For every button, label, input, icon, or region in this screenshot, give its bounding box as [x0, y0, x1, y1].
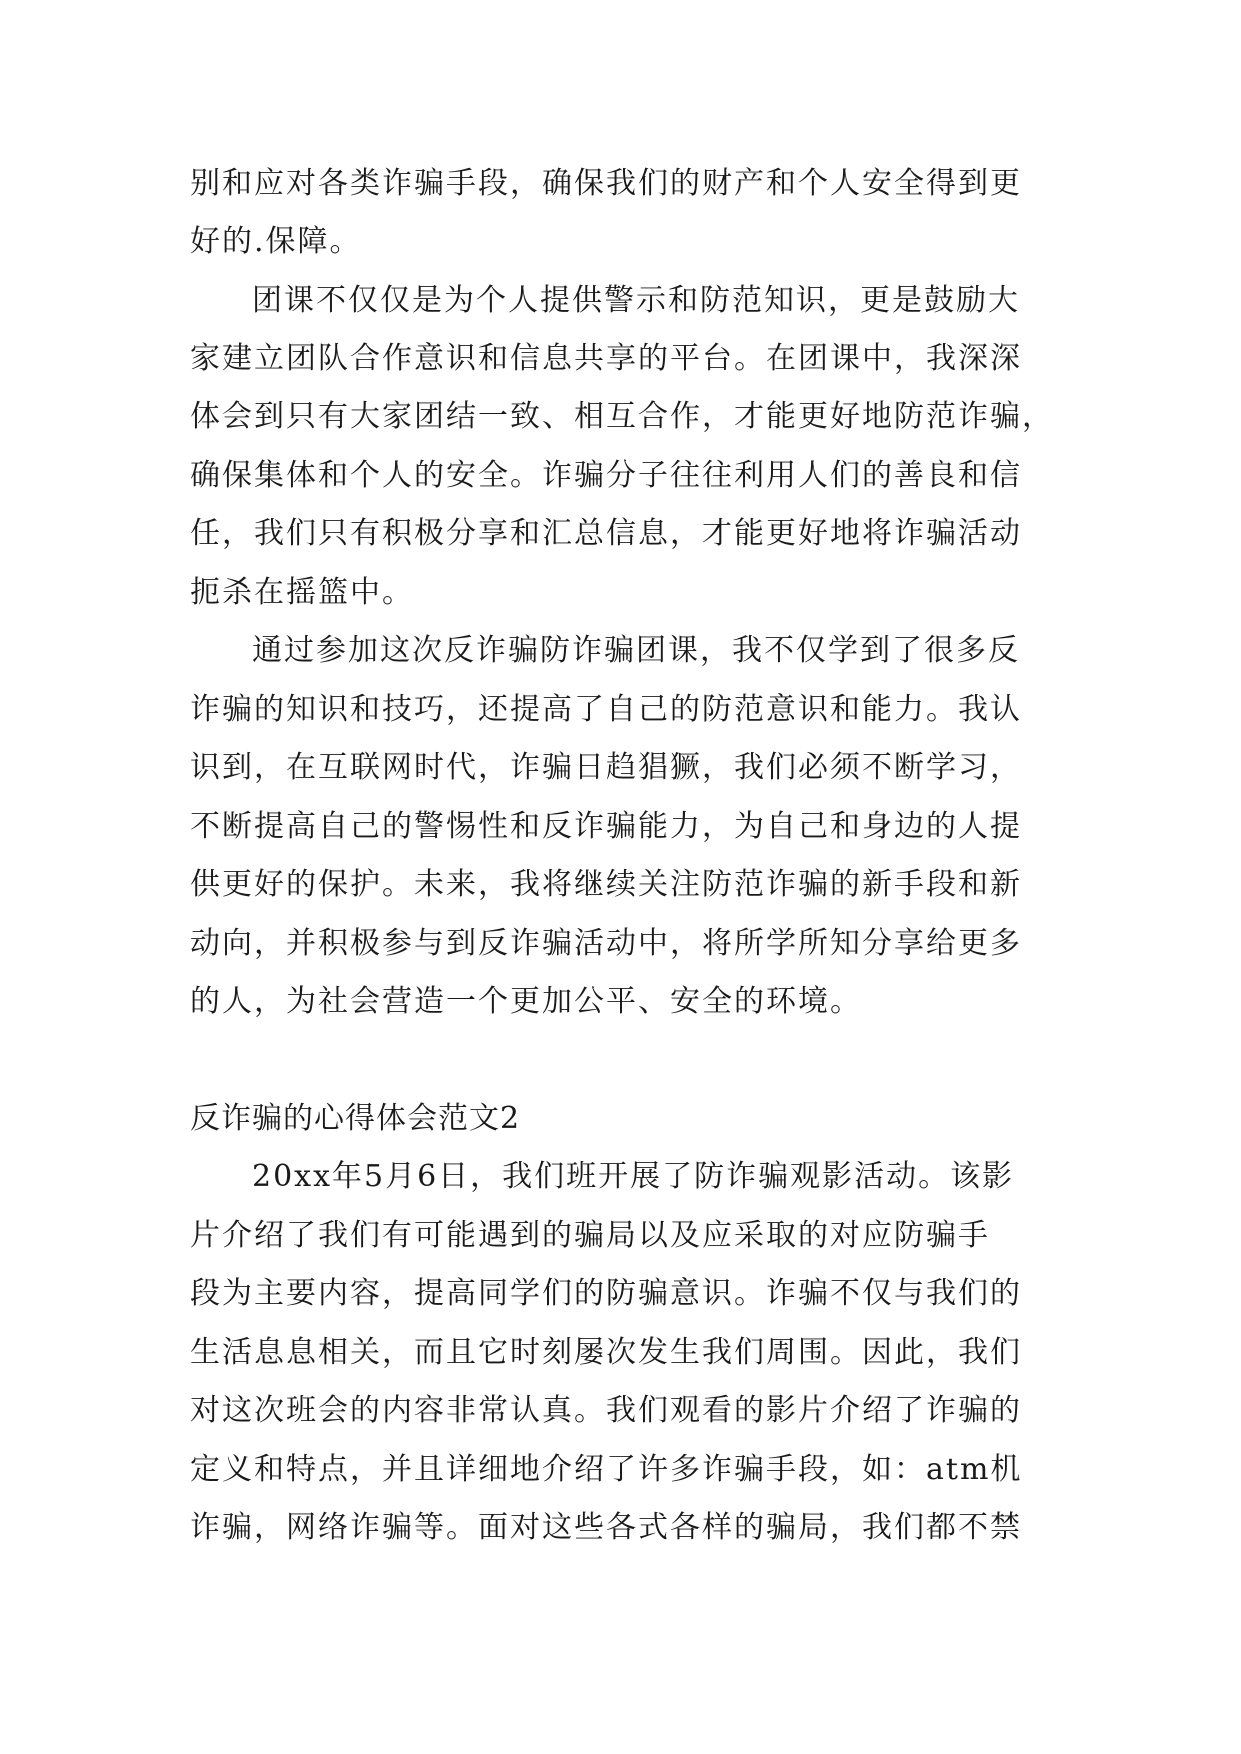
paragraph-4-line-7: 诈骗，网络诈骗等。面对这些各式各样的骗局，我们都不禁	[190, 1510, 1022, 1545]
paragraph-2-line-5: 任，我们只有积极分享和汇总信息，才能更好地将诈骗活动	[190, 516, 1022, 551]
paragraph-3-line-6: 动向，并积极参与到反诈骗活动中，将所学所知分享给更多	[190, 926, 1022, 961]
paragraph-1-line-1: 别和应对各类诈骗手段，确保我们的财产和个人安全得到更	[190, 166, 1022, 201]
paragraph-4-line-4: 生活息息相关，而且它时刻屡次发生我们周围。因此，我们	[190, 1335, 1022, 1370]
paragraph-2-line-2: 家建立团队合作意识和信息共享的平台。在团课中，我深深	[190, 341, 1022, 376]
paragraph-4-line-2: 片介绍了我们有可能遇到的骗局以及应采取的对应防骗手	[190, 1218, 990, 1253]
paragraph-4-line-1: 20xx年5月6日，我们班开展了防诈骗观影活动。该影	[252, 1159, 1015, 1194]
paragraph-4-line-6: 定义和特点，并且详细地介绍了许多诈骗手段，如：atm机	[190, 1452, 1023, 1487]
paragraph-3-line-1: 通过参加这次反诈骗防诈骗团课，我不仅学到了很多反	[252, 633, 1020, 668]
paragraph-4-line-3: 段为主要内容，提高同学们的防骗意识。诈骗不仅与我们的	[190, 1276, 1022, 1311]
paragraph-1-line-2: 好的.保障。	[190, 224, 362, 259]
section-heading: 反诈骗的心得体会范文2	[190, 1101, 521, 1136]
paragraph-2-line-3: 体会到只有大家团结一致、相互合作，才能更好地防范诈骗，	[190, 399, 1054, 434]
paragraph-2-line-1: 团课不仅仅是为个人提供警示和防范知识，更是鼓励大	[252, 283, 1020, 318]
paragraph-2-line-6: 扼杀在摇篮中。	[190, 575, 414, 610]
paragraph-3-line-5: 供更好的保护。未来，我将继续关注防范诈骗的新手段和新	[190, 867, 1022, 902]
paragraph-3-line-7: 的人，为社会营造一个更加公平、安全的环境。	[190, 984, 862, 1019]
paragraph-4-line-5: 对这次班会的内容非常认真。我们观看的影片介绍了诈骗的	[190, 1393, 1022, 1428]
paragraph-2-line-4: 确保集体和个人的安全。诈骗分子往往利用人们的善良和信	[190, 458, 1022, 493]
paragraph-3-line-4: 不断提高自己的警惕性和反诈骗能力，为自己和身边的人提	[190, 809, 1022, 844]
paragraph-3-line-2: 诈骗的知识和技巧，还提高了自己的防范意识和能力。我认	[190, 692, 1022, 727]
paragraph-3-line-3: 识到，在互联网时代，诈骗日趋猖獗，我们必须不断学习，	[190, 750, 1022, 785]
